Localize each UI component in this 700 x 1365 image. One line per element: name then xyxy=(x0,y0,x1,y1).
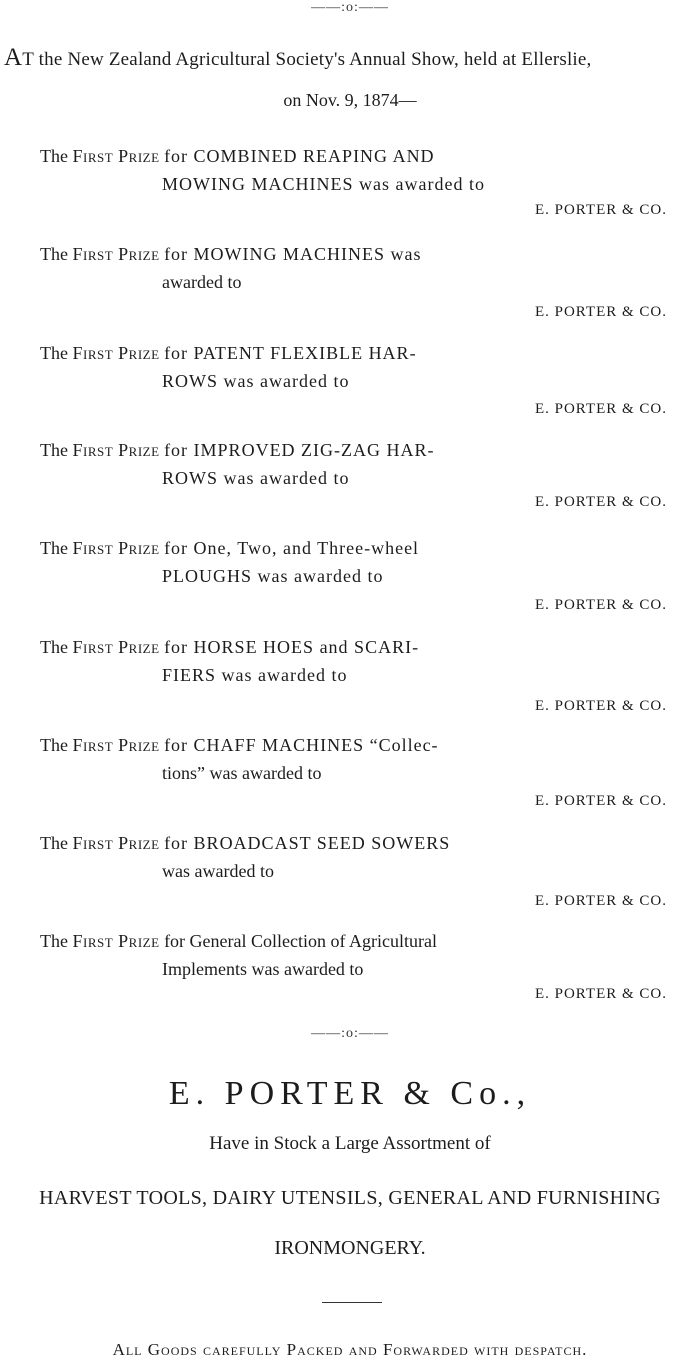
prize-entry xyxy=(40,928,680,1002)
prize-word: First Prize xyxy=(72,343,160,363)
prize-winner: E. PORTER & CO. xyxy=(534,698,667,714)
prize-category: for PATENT FLEXIBLE HAR- xyxy=(164,343,417,363)
prize-entry xyxy=(40,241,680,320)
prize-category: for MOWING MACHINES was xyxy=(164,244,422,264)
prize-continuation: tions” was awarded to xyxy=(162,763,322,783)
prize-winner: E. PORTER & CO. xyxy=(534,401,667,417)
prize-prefix: The xyxy=(40,833,68,853)
prize-word: First Prize xyxy=(72,931,160,951)
prize-category: for CHAFF MACHINES “Collec- xyxy=(164,735,439,755)
prize-winner: E. PORTER & CO. xyxy=(534,494,667,510)
prize-entry xyxy=(40,143,680,218)
prize-continuation: MOWING MACHINES was awarded to xyxy=(162,174,485,194)
prize-prefix: The xyxy=(40,538,68,558)
prize-category: for HORSE HOES and SCARI- xyxy=(164,637,420,657)
prize-word: First Prize xyxy=(72,146,160,166)
prize-category: for BROADCAST SEED SOWERS xyxy=(164,833,451,853)
prize-prefix: The xyxy=(40,146,68,166)
prize-word: First Prize xyxy=(72,735,160,755)
prize-winner: E. PORTER & CO. xyxy=(534,793,667,809)
prize-continuation: FIERS was awarded to xyxy=(162,665,348,685)
footer-note: All Goods carefully Packed and Forwarded with despatch. xyxy=(112,1340,588,1359)
prize-continuation: was awarded to xyxy=(162,861,274,881)
prize-entry xyxy=(40,732,680,809)
prize-prefix: The xyxy=(40,735,68,755)
prize-winner: E. PORTER & CO. xyxy=(534,893,667,909)
prize-prefix: The xyxy=(40,440,68,460)
prize-entry xyxy=(40,535,680,613)
prize-winner: E. PORTER & CO. xyxy=(534,202,667,218)
divider-rule xyxy=(322,1302,382,1303)
prize-word: First Prize xyxy=(72,637,160,657)
mid-ornament-rule: ——:o:—— xyxy=(311,1026,389,1041)
prize-prefix: The xyxy=(40,931,68,951)
prize-category: for IMPROVED ZIG-ZAG HAR- xyxy=(164,440,435,460)
prize-entry xyxy=(40,830,680,909)
prize-entry xyxy=(40,634,680,714)
prize-continuation: awarded to xyxy=(162,272,242,292)
prize-continuation: Implements was awarded to xyxy=(162,959,364,979)
prize-category: for General Collection of Agricultural xyxy=(164,931,437,951)
prize-prefix: The xyxy=(40,637,68,657)
prize-entry xyxy=(40,437,680,510)
prize-continuation: ROWS was awarded to xyxy=(162,371,350,391)
prize-winner: E. PORTER & CO. xyxy=(534,304,667,320)
prize-winner: E. PORTER & CO. xyxy=(534,986,667,1002)
stock-ironmongery: IRONMONGERY. xyxy=(274,1237,426,1259)
stock-goods: HARVEST TOOLS, DAIRY UTENSILS, GENERAL AND FURNISHING xyxy=(39,1187,661,1209)
intro-line-1-text: T the New Zealand Agricultural Society's Annual Show, held at Ellerslie, xyxy=(22,49,592,70)
prize-continuation: ROWS was awarded to xyxy=(162,468,350,488)
prize-prefix: The xyxy=(40,244,68,264)
prize-word: First Prize xyxy=(72,440,160,460)
intro-dropcap: A xyxy=(4,44,23,71)
prize-category: for One, Two, and Three-wheel xyxy=(164,538,420,558)
prize-winner: E. PORTER & CO. xyxy=(534,597,667,613)
prize-entry xyxy=(40,340,680,417)
prize-continuation: PLOUGHS was awarded to xyxy=(162,566,384,586)
prize-category: for COMBINED REAPING AND xyxy=(164,146,435,166)
top-ornament-rule: ——:o:—— xyxy=(311,0,389,15)
intro-line-2: on Nov. 9, 1874— xyxy=(283,90,417,110)
intro-line-1 xyxy=(4,44,700,72)
prize-word: First Prize xyxy=(72,833,160,853)
company-name: E. PORTER & Co., xyxy=(168,1075,532,1112)
prize-word: First Prize xyxy=(72,244,160,264)
prize-word: First Prize xyxy=(72,538,160,558)
stock-intro: Have in Stock a Large Assortment of xyxy=(209,1133,491,1154)
prize-prefix: The xyxy=(40,343,68,363)
